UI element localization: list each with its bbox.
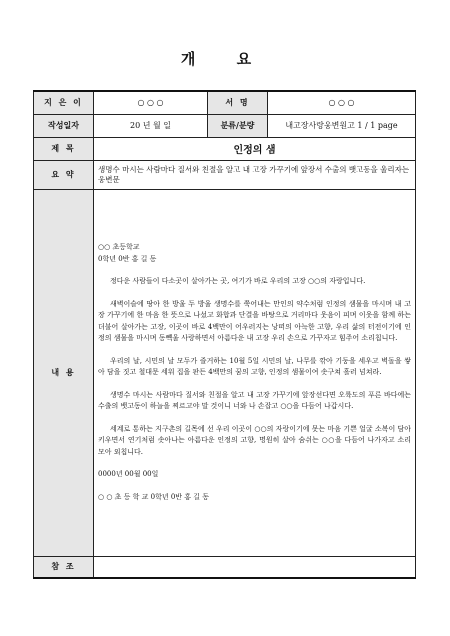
- content-date: 0000년 00월 00일: [98, 470, 159, 478]
- reference-label: 참 조: [34, 556, 94, 578]
- subject-value[interactable]: 인정의 샘: [94, 137, 416, 160]
- signature-value[interactable]: ○ ○ ○: [268, 91, 416, 114]
- summary-row: [34, 160, 416, 189]
- category-value[interactable]: 내고장사랑웅변원고 1 / 1 page: [268, 114, 416, 137]
- date-value[interactable]: 20 년 월 일: [94, 114, 208, 137]
- content-paragraph: 새벽이슬에 땅아 한 방울 두 방울 생명수를 쭉어내는 만인의 약수처럼 인정의 샘물을 마시며 내 고장 가꾸기에 한 마음 한 뜻으로 나섰고 화합과 단결을 바탕으로 거리마다 웃음이 피며 이웃을 함께 하는 더불어 살아가는 고장, 이곳이 바로 4백만이 어우러지는 낭떠의 아늑한 고향, 우리 삶의 터전이기에 인정의 샘물을 마시며 동뺵울 사랑하면서 아름다운 내 고장 우리 손으로 가꾸자고 힘주어 소리칩니다.: [98, 299, 411, 342]
- content-label: 내 용: [34, 189, 94, 556]
- subject-label: 제 목: [34, 137, 94, 160]
- content-paragraph: 정다운 사람들이 다소곳이 살아가는 곳, 여기가 바로 우리의 고장 ○○의 자랑입니다.: [110, 277, 366, 285]
- summary-label: 요 약: [34, 160, 94, 189]
- date-row: [34, 114, 416, 137]
- content-row: [34, 189, 416, 556]
- summary-value[interactable]: 생명수 마시는 사람마다 질서와 친절을 알고 내 고장 가꾸기에 앞장서 수출의 뱃고동을 울리자는 웅변문: [94, 160, 416, 189]
- author-label: 지 은 이: [34, 91, 94, 114]
- content-signature-line: ○ ○ 초 등 학 교 0학년 0반 홍 길 동: [98, 492, 209, 501]
- content-paragraph: 생명수 마시는 사람마다 질서와 친절을 알고 내 고장 가꾸기에 앞장선다면 오륙도의 푸른 바다에는 수출의 뱃고동이 하늘을 찌르고야 말 것이니 너와 나 손잡고 ○○을 다듬어 나갑시다.: [98, 390, 411, 410]
- subject-row: [34, 137, 416, 160]
- content-body[interactable]: [94, 189, 416, 556]
- author-row: [34, 91, 416, 114]
- document-title: 개 요: [180, 50, 270, 68]
- reference-value[interactable]: [94, 556, 416, 578]
- content-paragraph: 우리의 날, 시민의 날 모두가 즐거하는 10월 5일 시민의 날, 나무를 깎아 기둥을 세우고 벽돌을 쌓아 담을 짓고 철대문 세워 집을 판든 4백만의 꿈의 고향, 인정의 샘물이여 솟구쳐 흘러 넘쳐라.: [98, 356, 411, 376]
- category-label: 분류/분량: [208, 114, 268, 137]
- signature-label: 서 명: [208, 91, 268, 114]
- content-school: ○○ 초등학교: [98, 243, 140, 251]
- reference-row: [34, 556, 416, 578]
- date-label: 작성일자: [34, 114, 94, 137]
- content-student: 0학년 0반 홍 길 동: [98, 254, 157, 263]
- content-paragraph: 세계로 통하는 지구촌의 길목에 선 우리 이곳이 ○○의 자랑이기에 못는 마음 기쁜 얼굴 소복이 담아 키우면서 연기처럼 솟아나는 아름다운 인정의 고향, 명원히 살아 숨쉬는 ○○을 다듬어 나가자고 소리 모아 외칩니다.: [98, 424, 411, 456]
- outline-form: [33, 90, 416, 579]
- author-value[interactable]: ○ ○ ○: [94, 91, 208, 114]
